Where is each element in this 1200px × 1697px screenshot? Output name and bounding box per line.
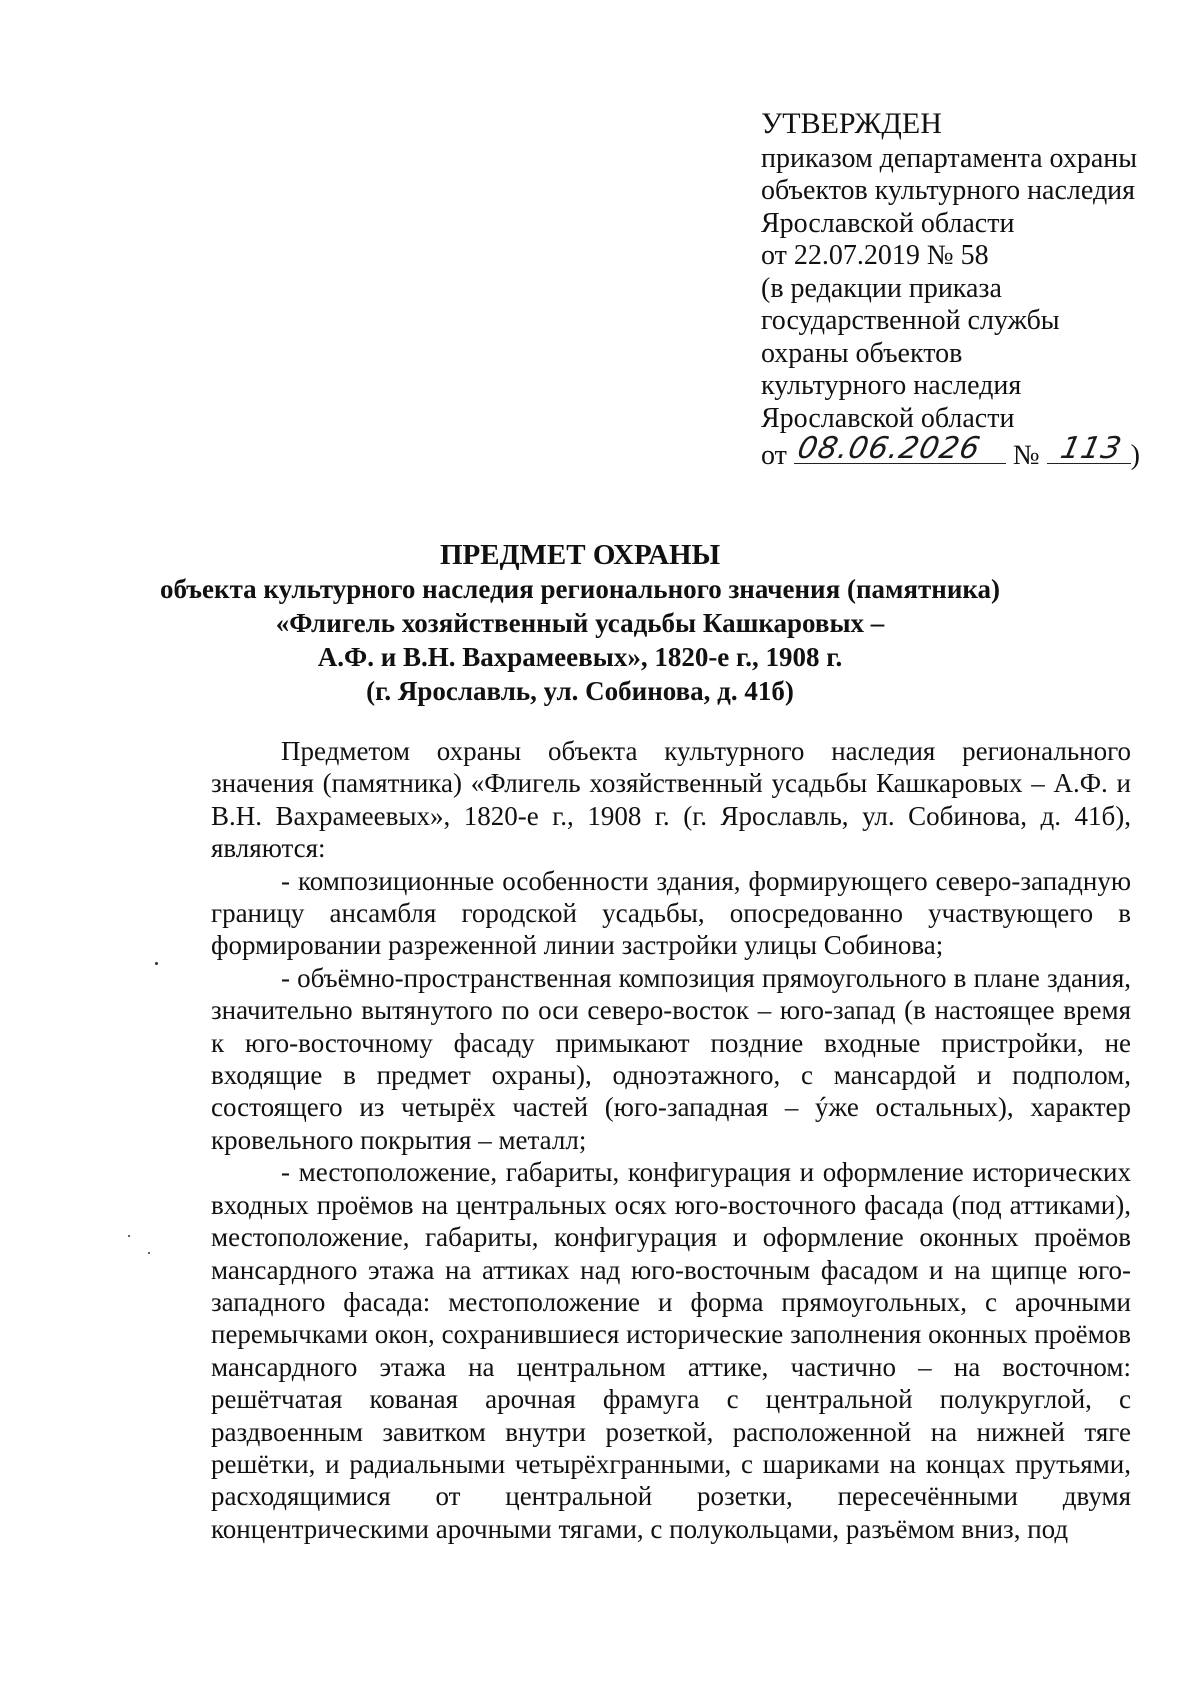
approval-line: охраны объектов [761, 337, 963, 369]
number-blank [1047, 430, 1131, 466]
approval-line: (в редакции приказа [761, 272, 1002, 304]
title-line: объекта культурного наследия регионального значения (памятника) [159, 574, 1001, 604]
list-item: - композиционные особенности здания, формирующего северо-западную границу ансамбля городской усадьбы, опосредованно участвующего в формировании разреженной линии застройки улицы Собинова; [211, 865, 1131, 961]
scan-speck [148, 1252, 150, 1254]
handwritten-date: 08.06.2026 [794, 430, 984, 466]
amendment-date-number-row [761, 430, 1181, 471]
scan-speck [128, 1235, 130, 1237]
document-title [120, 538, 1040, 708]
title-line: «Флигель хозяйственный усадьбы Кашкаровых – [275, 608, 885, 638]
approval-heading: УТВЕРЖДЕН [761, 107, 942, 140]
date-blank [794, 430, 1006, 466]
approval-line: Ярославской области [761, 207, 1015, 239]
closing-paren: ) [1130, 440, 1140, 471]
approval-block [761, 108, 1181, 471]
approval-line: государственной службы [761, 305, 1060, 336]
handwritten-number: 113 [1057, 430, 1125, 466]
list-item: - местоположение, габариты, конфигурация и оформление исторических входных проёмов на центральных осях юго-восточного фасада (под аттиками), местоположение, габариты, конфигурация и оформление оконных проёмов мансардного этажа на аттиках над юго-восточным фасадом и на щипце юго-западного фасада: местоположение и форма прямоугольных, с арочными перемычками окон, сохранившиеся исторические заполнения оконных проёмов мансардного этажа на центральном аттике, частично – на восточном: решётчатая кованая арочная фрамуга с центральной полукруглой, с раздвоенным завитком внутри розеткой, расположенной на нижней тяге решётки, и радиальными четырёхгранными, с шариками на концах прутьями, расходящимися от центральной розетки, пересечёнными двумя концентрическими арочными тягами, с полукольцами, разъёмом вниз, под [211, 1157, 1131, 1544]
list-item: - объёмно-пространственная композиция прямоугольного в плане здания, значительно вытянутого по оси северо-восток – юго-запад (в настоящее время к юго-восточному фасаду примыкают поздние входные пристройки, не входящие в предмет охраны), одноэтажного, с мансардой и подполом, состоящего из четырёх частей (юго-западная – ýже остальных), характер кровельного покрытия – металл; [211, 962, 1131, 1155]
title-main: ПРЕДМЕТ ОХРАНЫ [439, 539, 721, 571]
approval-line: объектов культурного наследия [761, 175, 1136, 206]
date-prefix: от [761, 440, 787, 471]
document-body [211, 735, 1131, 1545]
approval-line: Ярославской области [761, 402, 1015, 434]
approval-line: приказом департамента охраны [761, 142, 1138, 174]
intro-paragraph: Предметом охраны объекта культурного наследия регионального значения (памятника) «Флигель хозяйственный усадьбы Кашкаровых – А.Ф. и В.Н. Вахрамеевых», 1820-е г., 1908 г. (г. Ярославль, ул. Собинова, д. 41б), являются: [211, 736, 1131, 864]
title-line: А.Ф. и В.Н. Вахрамеевых», 1820-е г., 1908 г. [317, 642, 843, 672]
approval-line: культурного наследия [761, 370, 1022, 401]
title-line: (г. Ярославль, ул. Собинова, д. 41б) [366, 676, 794, 706]
scan-speck [155, 962, 158, 965]
number-prefix: № [1012, 440, 1040, 471]
approval-line: от 22.07.2019 № 58 [761, 240, 989, 271]
